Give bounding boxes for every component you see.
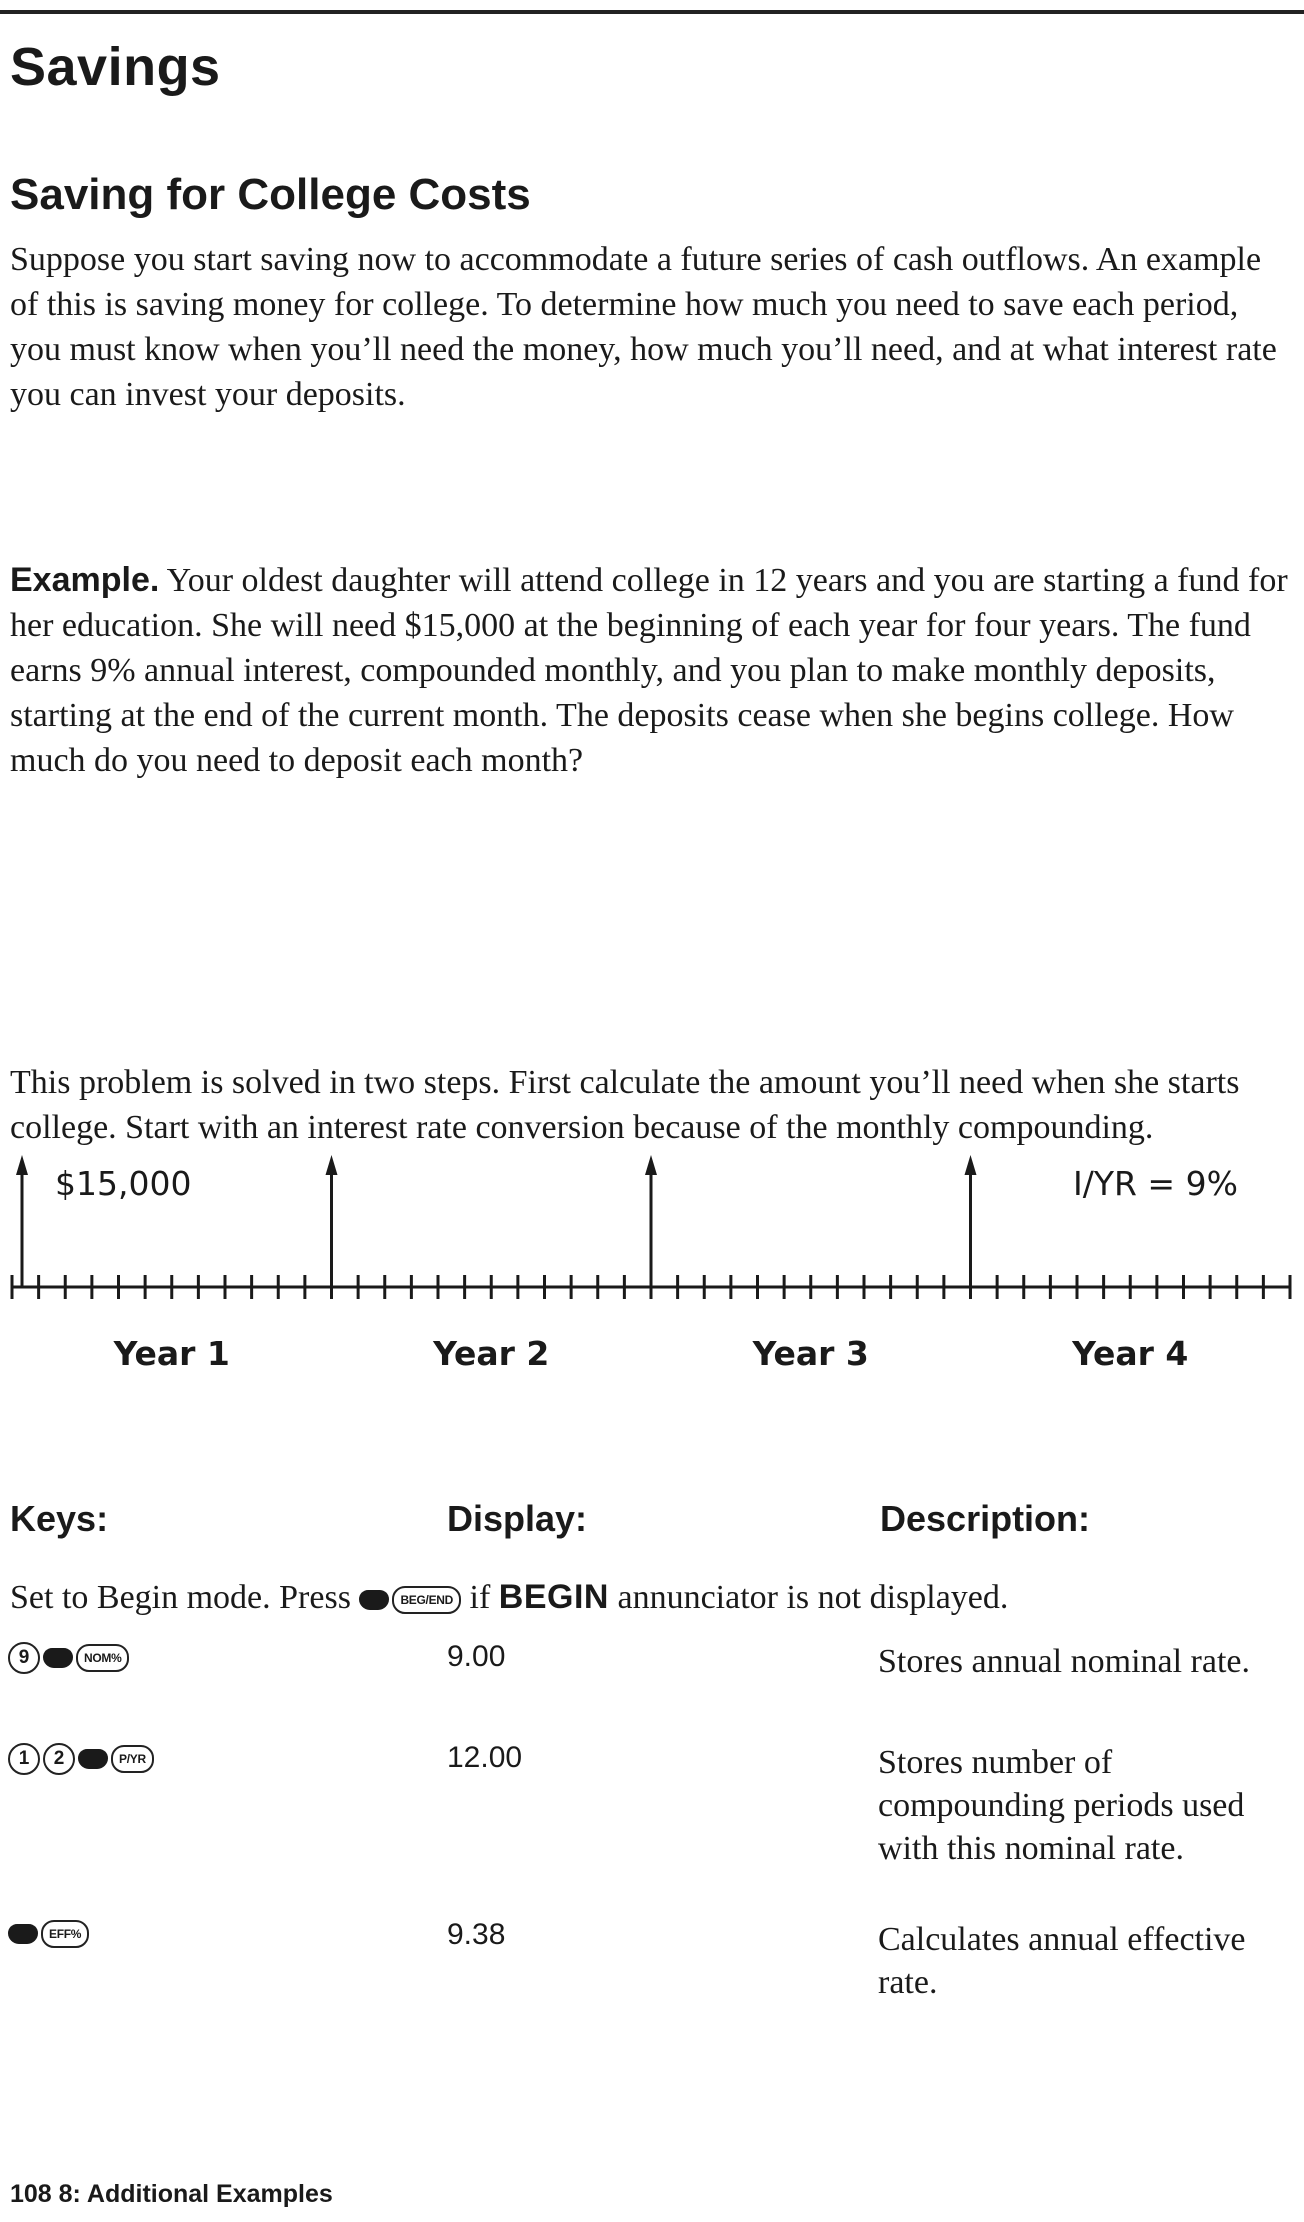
begin-mode-instruction: [10, 1575, 1304, 1620]
begin-annunciator-label: BEGIN: [498, 1578, 609, 1616]
shift-key-icon: [78, 1749, 108, 1769]
eff-key-icon: EFF%: [41, 1920, 89, 1948]
keystroke-sequence: [8, 1743, 154, 1775]
digit-key-icon: 2: [43, 1743, 75, 1775]
cash-flow-arrow: [16, 1155, 28, 1287]
beg-end-key-label: BEG/END: [392, 1586, 461, 1614]
shift-key-icon: [8, 1924, 38, 1944]
example-lead: Example.: [10, 561, 160, 599]
subsection-title: Saving for College Costs: [10, 170, 531, 219]
timeline-diagram: [0, 1145, 1304, 1385]
instruction-text-before: Set to Begin mode. Press: [10, 1579, 360, 1616]
section-title: Savings: [10, 37, 221, 97]
keystroke-sequence: [8, 1642, 129, 1674]
example-paragraph: [10, 558, 1290, 783]
shift-key-icon: [43, 1648, 73, 1668]
display-header: Display:: [447, 1498, 588, 1539]
display-value: 9.00: [447, 1640, 506, 1673]
row-description: Calculates annual effective rate.: [878, 1921, 1246, 2001]
display-value: 12.00: [447, 1741, 523, 1774]
timeline-year-label: Year 3: [752, 1334, 869, 1373]
cash-flow-arrow: [326, 1155, 338, 1287]
shift-key-icon: [359, 1590, 389, 1610]
keys-header: Keys:: [10, 1498, 109, 1539]
pyr-key-icon: P/YR: [111, 1745, 154, 1773]
cash-flow-arrow: [645, 1155, 657, 1287]
timeline-amount-label: $15,000: [55, 1164, 192, 1203]
intro-paragraph: Suppose you start saving now to accommodate a future series of cash outflows. An example of this is saving money for college. To determine how much you need to save each period, you must know when you’ll need the money, how much you’ll need, and at what interest rate you can invest your deposits.: [10, 241, 1277, 413]
cash-flow-timeline: [0, 1145, 1304, 1385]
timeline-year-label: Year 1: [113, 1334, 230, 1373]
page-footer: 108 8: Additional Examples: [10, 2180, 333, 2208]
keystroke-sequence: [8, 1920, 89, 1948]
digit-key-icon: 1: [8, 1743, 40, 1775]
description-header: Description:: [880, 1498, 1091, 1539]
row-description: Stores annual nominal rate.: [878, 1643, 1251, 1680]
steps-paragraph: This problem is solved in two steps. First calculate the amount you’ll need when she starts college. Start with an interest rate conversion because of the monthly compounding.: [10, 1064, 1240, 1146]
instruction-text-middle: if: [461, 1579, 499, 1616]
timeline-rate-label: I/YR = 9%: [1073, 1164, 1238, 1203]
timeline-year-label: Year 2: [433, 1334, 550, 1373]
beg-end-key: [359, 1586, 461, 1614]
cash-flow-arrow: [965, 1155, 977, 1287]
example-text: Your oldest daughter will attend college in 12 years and you are starting a fund for her education. She will need $15,000 at the beginning of each year for four years. The fund earns 9% annual interest, compounded monthly, and you plan to make monthly deposits, starting at the end of the current month. The deposits cease when she begins college. How much do you need to deposit each month?: [10, 562, 1288, 779]
timeline-year-label: Year 4: [1072, 1334, 1189, 1373]
digit-key-icon: 9: [8, 1642, 40, 1674]
instruction-text-after: annunciator is not displayed.: [608, 1579, 1009, 1616]
nom-key-icon: NOM%: [76, 1644, 129, 1672]
top-rule: [0, 10, 1304, 14]
row-description: Stores number of compounding periods used with this nominal rate.: [878, 1744, 1245, 1867]
display-value: 9.38: [447, 1918, 506, 1951]
